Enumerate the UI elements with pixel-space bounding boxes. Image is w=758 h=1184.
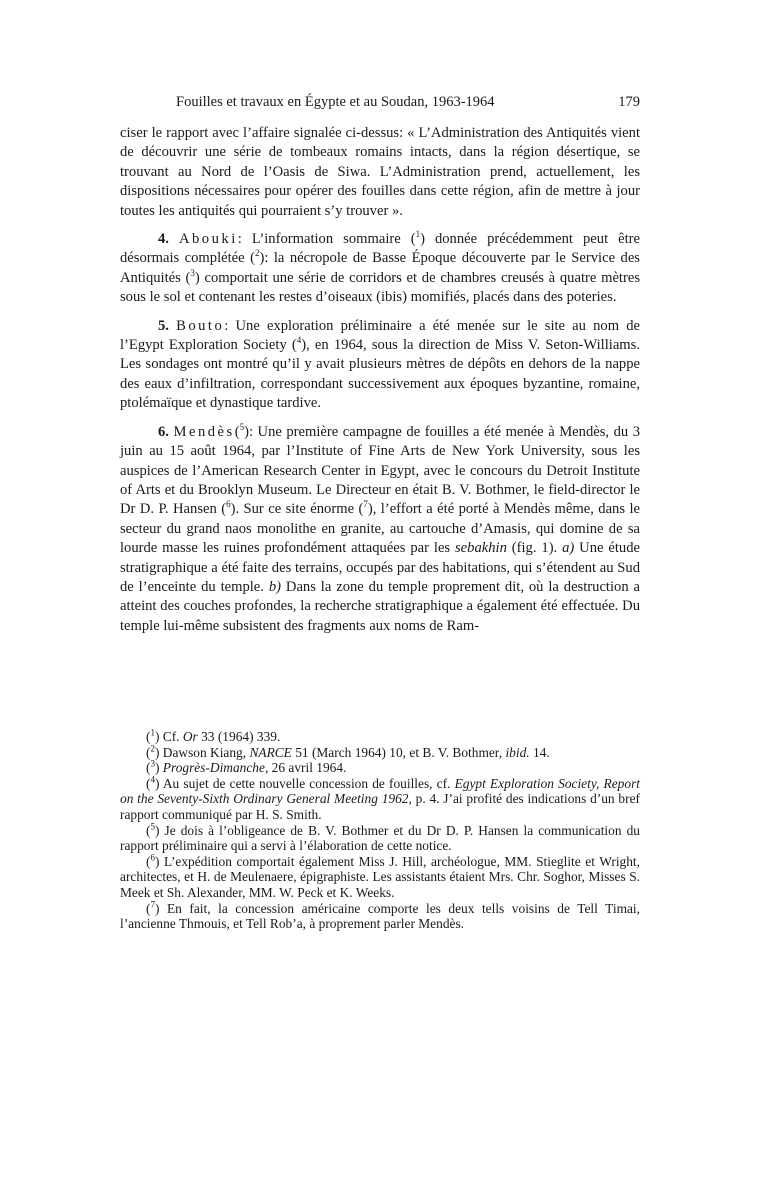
footnote-5: ($^5$) Je dois à l’obligeance de B. V. Bothmer et du Dr D. P. Hansen la communication du rapport préliminaire qui a servi à l’élaboration de cette notice.	[120, 821, 640, 854]
paragraph-bouto: 5. Bouto: Une exploration préliminaire a été menée sur le site au nom de l’Egypt Exploration Society ($^4$), en 1964, sous la direction de Miss V. Seton-Williams. Les sondages ont montré qu’il y avait plusieurs mètres de dépôts en dehors de la nappe des eaux d’infiltration, correspondant successivement aux époques byzantine, romaine, ptolémaïque et dynastique tardive.	[120, 317, 640, 412]
footnote-1: ($^1$) Cf. Or 33 (1964) 339.	[146, 727, 281, 744]
footnotes	[120, 729, 640, 932]
footnote-6: ($^6$) L’expédition comportait également Miss J. Hill, archéologue, MM. Stieglite et Wright, architectes, et H. de Meulenaere, épigraphiste. Les assistants étaient Mrs. Chr. Soghor, Misses S. Meek et Sh. Alexander, MM. W. Peck et K. Weeks.	[120, 852, 640, 900]
list-marker: a)	[562, 540, 575, 557]
footnote-ref: 5	[239, 421, 245, 432]
section-number: 5.	[158, 317, 169, 334]
page-number: 179	[618, 94, 640, 110]
paragraph-continuation: ciser le rapport avec l’affaire signalée ci-dessus: « L’Administration des Antiquités vient de découvrir une série de tombeaux romains intacts, dans la région désertique, se trouvant au Nord de l’Oasis de Siwa. L’Administration prend, actuellement, les dispositions nécessaires pour opérer des fouilles dans cette région, afin de mettre à jour toutes les antiquités qui pourraient s’y trouver ».	[120, 125, 640, 219]
section-number: 4.	[158, 231, 169, 248]
paragraph-aboukir: 4. Abouki: L’information sommaire ($^1$) donnée précédemment peut être désormais complétée ($^2$): la nécropole de Basse Époque découverte par le Service des Antiquités ($^3$) comportait une série de corridors et de chambres creusés à quatre mètres sous le sol et contenant les restes d’oiseaux (ibis) momifiés, placés dans des poteries.	[120, 229, 640, 306]
footnote-ref: 6	[226, 499, 231, 510]
footnote-ref: 2	[254, 248, 260, 259]
footnote-7: ($^7$) En fait, la concession américaine comporte les deux tells voisins de Tell Timai, l’ancienne Thmouis, et Tell Rob’a, à proprement parler Mendès.	[120, 899, 640, 932]
footnote-2: ($^2$) Dawson Kiang, NARCE 51 (March 1964) 10, et B. V. Bothmer, ibid. 14.	[146, 743, 550, 760]
footnote-3: ($^3$) Progrès-Dimanche, 26 avril 1964.	[146, 758, 347, 776]
site-name: Bouto	[176, 317, 225, 334]
footnote-4: ($^4$) Au sujet de cette nouvelle concession de fouilles, cf. Egypt Exploration Society, Report on the Seventy-Sixth Ordinary General Meeting 1962, p. 4. J’ai profité des indications d’un bref rapport communiqué par H. S. Smith.	[120, 774, 640, 822]
footnote-ref: 7	[363, 499, 368, 510]
italic-term: sebakhin	[455, 540, 507, 557]
list-marker: b)	[268, 578, 282, 595]
footnote-ref: 3	[190, 267, 195, 278]
paragraph-mendes: 6. Mendès($^5$): Une première campagne de fouilles a été menée à Mendès, du 3 juin au 15 août 1964, par l’Institute of Fine Arts de New York University, sous les auspices de l’American Research Center in Egypt, avec le concours du Detroit Institute of Arts et du Brooklyn Museum. Le Directeur en était B. V. Bothmer, le field-director le Dr D. P. Hansen ($^6$). Sur ce site énorme ($^7$), l’effort a été porté à Mendès même, dans le secteur du grand naos monolithe en granite, au cartouche d’Amasis, qui domine de sa lourde masse les ruines profondément attaquées par les sebakhin (fig. 1). a) Une étude stratigraphique a été faite des terrains, occupés par des habitations, qui s’étendent au Sud de l’enceinte du temple. b) Dans la zone du temple proprement dit, où la destruction a atteint des couches profondes, la recherche stratigraphique a également été effectuée. Du temple lui-même subsistent des fragments aux noms de Ram-	[120, 421, 640, 634]
footnote-ref: 1	[415, 229, 421, 240]
section-number: 6.	[158, 423, 169, 440]
site-name: Mendès	[173, 423, 235, 440]
running-title: Fouilles et travaux en Égypte et au Soudan, 1963-1964	[176, 94, 495, 110]
footnote-ref: 4	[296, 335, 302, 346]
main-text	[120, 124, 640, 636]
site-name: Abouki	[178, 231, 238, 248]
running-header	[120, 94, 640, 114]
